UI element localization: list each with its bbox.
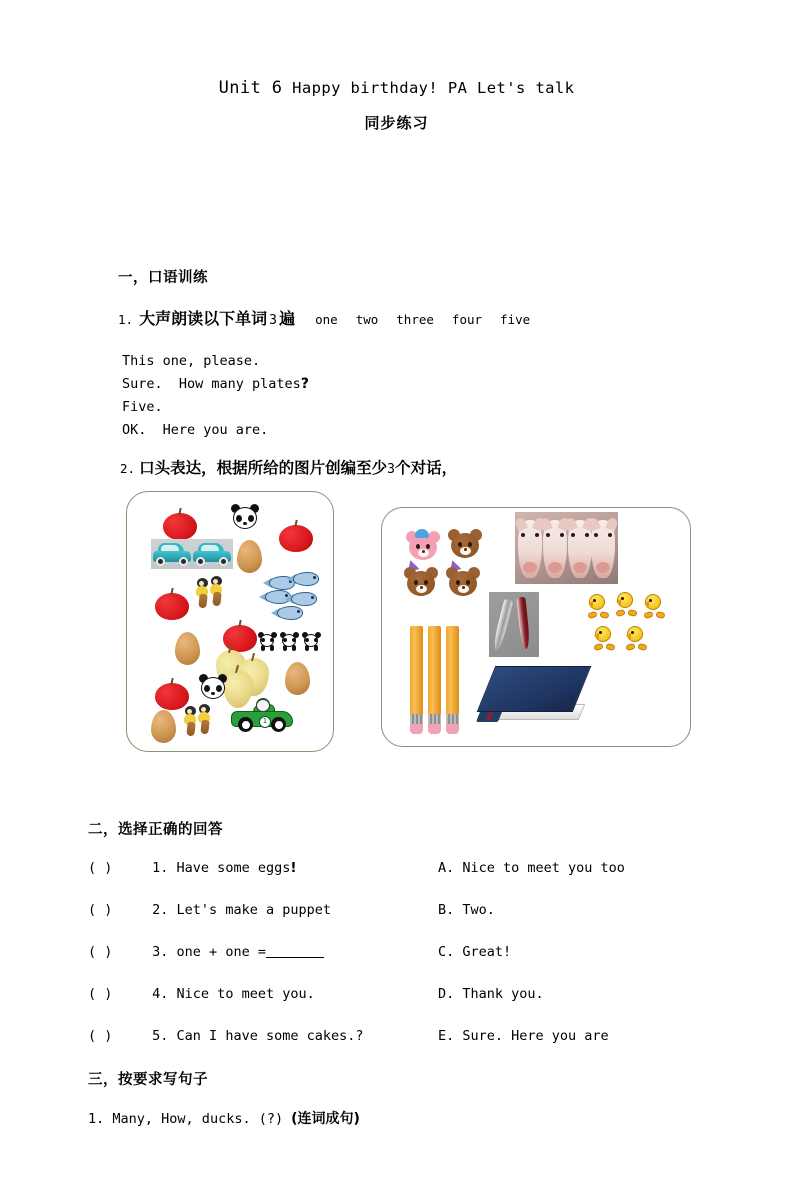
- car-icon: [151, 539, 193, 569]
- bear-icon: [406, 530, 440, 562]
- apple-icon: [279, 520, 313, 552]
- q1-times: 3: [269, 313, 278, 328]
- q1-word-five: five: [500, 312, 531, 327]
- worksheet-page: [0, 78, 793, 1200]
- pigs-photo: [515, 512, 618, 584]
- answer-option: A. Nice to meet you too: [438, 860, 625, 876]
- question-text: Can I have some cakes.?: [176, 1028, 364, 1044]
- car-icon: [191, 539, 233, 569]
- section-1-question-1: [118, 306, 530, 329]
- answer-blank-paren[interactable]: ( ): [88, 1028, 113, 1044]
- egg-icon: [285, 662, 310, 695]
- answer-blank-paren[interactable]: ( ): [88, 902, 113, 918]
- fish-icon: [287, 572, 321, 587]
- book-icon: [480, 664, 590, 736]
- question-number: 5.: [152, 1028, 169, 1044]
- q2-instruction-tail: 个对话，: [395, 459, 458, 477]
- q2-count: 3: [387, 462, 396, 477]
- panda-icon: [231, 504, 259, 532]
- section-3-heading: 三，按要求写句子: [88, 1072, 208, 1088]
- page-subtitle: 同步练习: [364, 114, 429, 132]
- answer-option: D. Thank you.: [438, 986, 544, 1002]
- section-1-question-2: [120, 456, 457, 478]
- question-text: Have some eggs: [176, 860, 291, 876]
- bear-icon: [448, 528, 482, 560]
- panda-small-icon: [280, 632, 299, 651]
- table-row[interactable]: [88, 944, 688, 960]
- chick-icon: [594, 626, 614, 650]
- q1-number: 1.: [118, 312, 134, 327]
- panda-small-icon: [302, 632, 321, 651]
- answer-option: B. Two.: [438, 902, 495, 918]
- apple-icon: [163, 508, 197, 540]
- pencil-icon: [428, 626, 441, 734]
- q1-note: (连词成句): [291, 1111, 360, 1127]
- question-punct: !: [290, 860, 297, 876]
- answer-blank-paren[interactable]: ( ): [88, 986, 113, 1002]
- egg-icon: [175, 632, 200, 665]
- question-text: Nice to meet you.: [176, 986, 315, 1002]
- chick-icon: [626, 626, 646, 650]
- panda-small-icon: [258, 632, 277, 651]
- q1-word-three: three: [396, 312, 434, 327]
- q1-text: Many, How, ducks. (?): [112, 1111, 284, 1127]
- green-car-icon: 1: [231, 698, 293, 732]
- dialogue-line-2-text: Sure. How many plates: [122, 376, 301, 392]
- page-title: [0, 78, 793, 98]
- dialogue-line-3: Five.: [122, 399, 163, 415]
- question-text: one + one =: [176, 944, 266, 960]
- table-row[interactable]: [88, 986, 688, 1002]
- bear-icon: [446, 566, 480, 598]
- fish-icon: [285, 592, 319, 607]
- egg-icon: [151, 710, 176, 743]
- fish-icon: [271, 606, 305, 621]
- fill-in-blank[interactable]: [266, 944, 324, 958]
- table-row[interactable]: [88, 860, 688, 876]
- apple-icon: [223, 620, 257, 652]
- answer-blank-paren[interactable]: ( ): [88, 944, 113, 960]
- pencil-icon: [446, 626, 459, 734]
- dialogue-line-1: This one, please.: [122, 353, 261, 369]
- dialogue-line-4: OK. Here you are.: [122, 422, 269, 438]
- q1-instruction: 大声朗读以下单词: [139, 309, 268, 328]
- q1-word-four: four: [451, 312, 483, 327]
- question-number: 2.: [152, 902, 169, 918]
- q1-times-unit: 遍: [279, 309, 296, 328]
- table-row[interactable]: [88, 1028, 688, 1044]
- section-1-heading: 一，口语训练: [118, 270, 208, 286]
- dialogue-block: [122, 350, 309, 442]
- bear-icon: [404, 566, 438, 598]
- title-unit: Unit 6: [218, 78, 283, 98]
- q1-word-two: two: [355, 312, 379, 327]
- picture-box-left: [126, 491, 334, 752]
- question-number: 1.: [152, 860, 169, 876]
- dialogue-line-2: [122, 373, 309, 396]
- chick-icon: [588, 594, 608, 618]
- question-text: Let's make a puppet: [176, 902, 331, 918]
- q1-word-one: one: [315, 312, 338, 327]
- answer-option: C. Great!: [438, 944, 512, 960]
- section-2-heading: 二，选择正确的回答: [88, 822, 223, 838]
- section-3-question-1: [88, 1108, 360, 1128]
- chick-icon: [616, 592, 636, 616]
- pencil-icon: [410, 626, 423, 734]
- chick-icon: [644, 594, 664, 618]
- picture-box-right: [381, 507, 691, 747]
- q1-number: 1.: [88, 1111, 105, 1127]
- apple-icon: [155, 588, 189, 620]
- egg-icon: [237, 540, 262, 573]
- bird-icon: [209, 576, 225, 606]
- question-number: 4.: [152, 986, 169, 1002]
- answer-option: E. Sure. Here you are: [438, 1028, 609, 1044]
- panda-icon: [199, 674, 227, 702]
- pens-photo: [489, 592, 539, 657]
- title-rest: Happy birthday! PA Let's talk: [292, 79, 575, 97]
- dialogue-qmark: ?: [300, 376, 309, 392]
- table-row[interactable]: [88, 902, 688, 918]
- q2-number: 2.: [120, 461, 136, 476]
- answer-blank-paren[interactable]: ( ): [88, 860, 113, 876]
- bird-icon: [197, 704, 213, 734]
- q2-instruction: 口头表达，根据所给的图片创编至少: [139, 459, 388, 477]
- question-number: 3.: [152, 944, 169, 960]
